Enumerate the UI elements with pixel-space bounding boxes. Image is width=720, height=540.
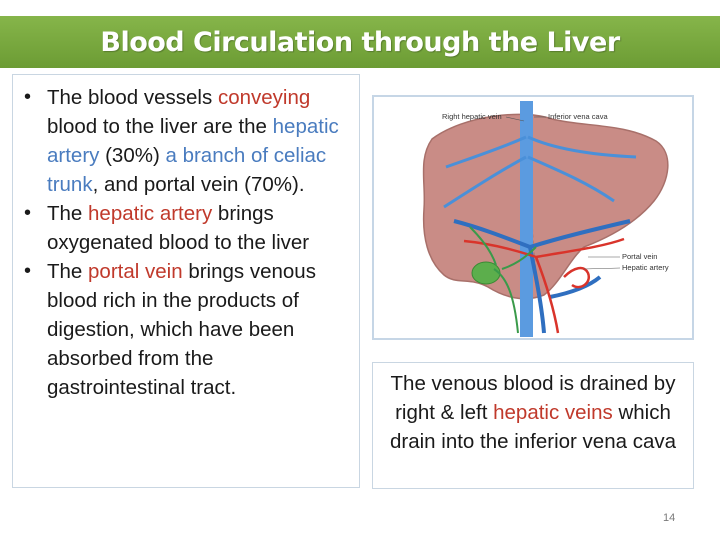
bullet-1-highlight-celiac-trunk: a branch of celiac trunk [47, 144, 327, 196]
gallbladder [472, 262, 500, 284]
bullet-item [13, 199, 353, 257]
page-number: 14 [663, 512, 676, 524]
label-hepatic-artery: Hepatic artery [622, 263, 669, 272]
label-right-hepatic-vein: Right hepatic vein [442, 112, 502, 121]
bullet-1-highlight-conveying: conveying [217, 86, 311, 109]
bullet-1-highlight-hepatic-artery: hepatic artery [47, 115, 339, 167]
label-portal-vein: Portal vein [622, 252, 658, 261]
bullet-3-highlight-portal-vein: portal vein [88, 260, 183, 283]
caption-box [372, 362, 694, 489]
bullet-2-highlight-hepatic-artery: hepatic artery [88, 202, 213, 225]
bullet-1-text-3: (30%) [99, 144, 166, 167]
bullet-text-box [12, 74, 360, 488]
bullet-2-text-2: brings oxygenated blood to the liver [47, 202, 310, 254]
liver-diagram-svg [374, 97, 692, 338]
caption-text-1: The venous blood is drained by right & left [390, 372, 676, 424]
bullet-item [13, 257, 353, 402]
inferior-vena-cava [520, 101, 533, 337]
bullet-3-text-1: The [47, 260, 89, 283]
title-bar [0, 16, 720, 68]
bullet-item [13, 83, 353, 199]
caption-highlight-hepatic-veins: hepatic veins [493, 401, 613, 424]
bullet-1-text-2: blood to the liver are the [47, 115, 273, 138]
label-inferior-vena-cava: Inferior vena cava [548, 112, 608, 121]
bullet-3-text-2: brings venous blood rich in the products of digestion, which have been absorbed from the gastrointestinal tract. [47, 260, 316, 399]
slide-title: Blood Circulation through the Liver [100, 26, 620, 58]
liver-diagram-figure [372, 95, 694, 340]
caption-text-2: which drain into the inferior vena cava [389, 401, 677, 453]
label-leader-line [584, 268, 620, 269]
bullet-list [13, 75, 359, 402]
bullet-2-text-1: The [47, 202, 89, 225]
bullet-1-text-1: The blood vessels [47, 86, 218, 109]
bullet-1-text-4: , and portal vein (70%). [92, 173, 305, 196]
